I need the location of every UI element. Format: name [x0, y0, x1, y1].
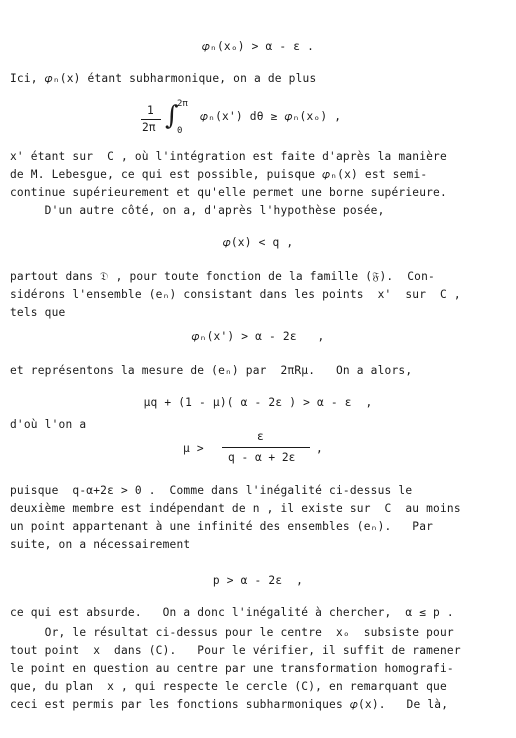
integral-upper-limit: 2π — [177, 99, 188, 109]
text-line: puisque q-α+2ε > 0 . Comme dans l'inégalité ci-dessus le — [10, 484, 413, 497]
text-line: sidérons l'ensemble (eₙ) consistant dans les points x' sur C , — [10, 288, 461, 301]
equation-5: μq + (1 - μ)( α - 2ε ) > α - ε , — [143, 396, 373, 409]
text-line: le point en question au centre par une transformation homografi- — [10, 662, 454, 675]
integral-sign: ∫ — [165, 101, 179, 131]
text-line: suite, on a nécessairement — [10, 538, 191, 551]
integral-lower-limit: 0 — [177, 126, 183, 136]
text-line: partout dans 𝔇 , pour toute fonction de la famille (𝔉). Con- — [10, 270, 435, 283]
fraction-numerator: 1 — [147, 104, 154, 117]
text-line: et représentons la mesure de (eₙ) par 2πRμ. On a alors, — [10, 364, 413, 377]
text-line: Ici, 𝜑ₙ(x) étant subharmonique, on a de plus — [10, 72, 317, 85]
text-line: de M. Lebesgue, ce qui est possible, puisque 𝜑ₙ(x) est semi- — [10, 168, 428, 181]
text-line: tout point x dans (C). Pour le vérifier, il suffit de ramener — [10, 644, 461, 657]
fraction-denominator: q - α + 2ε — [228, 451, 296, 464]
equation-2-body: 𝜑ₙ(x') dθ ≥ 𝜑ₙ(xₒ) , — [200, 110, 342, 123]
equation-1: 𝜑ₙ(xₒ) > α - ε . — [201, 40, 315, 53]
fraction-numerator: ε — [257, 430, 264, 443]
text-line: x' étant sur C , où l'intégration est faite d'après la manière — [10, 150, 447, 163]
equation-6-lhs: μ > — [183, 442, 204, 455]
text-line: ceci est permis par les fonctions subharmoniques 𝜑(x). De là, — [10, 698, 449, 711]
equation-4: 𝜑ₙ(x') > α - 2ε , — [191, 330, 325, 343]
text-line: que, du plan x , qui respecte le cercle (C), en remarquant que — [10, 680, 447, 693]
text-line: tels que — [10, 306, 66, 319]
text-line: deuxième membre est indépendant de n , il existe sur C au moins — [10, 502, 461, 515]
text-line: un point appartenant à une infinité des ensembles (eₙ). Par — [10, 520, 434, 533]
equation-6-comma: , — [316, 442, 323, 455]
text-line: ce qui est absurde. On a donc l'inégalité à chercher, α ≤ p . — [10, 606, 454, 619]
text-line: Or, le résultat ci-dessus pour le centre xₒ subsiste pour — [10, 626, 454, 639]
equation-3: 𝜑(x) < q , — [222, 236, 294, 249]
fraction-denominator: 2π — [142, 121, 156, 134]
text-line: D'un autre côté, on a, d'après l'hypothèse posée, — [10, 204, 385, 217]
equation-7: p > α - 2ε , — [212, 574, 304, 587]
fraction-bar — [141, 119, 161, 120]
text-line: continue supérieurement et qu'elle permet une borne supérieure. — [10, 186, 447, 199]
text-line: d'où l'on a — [10, 418, 87, 431]
fraction-bar — [222, 447, 310, 448]
